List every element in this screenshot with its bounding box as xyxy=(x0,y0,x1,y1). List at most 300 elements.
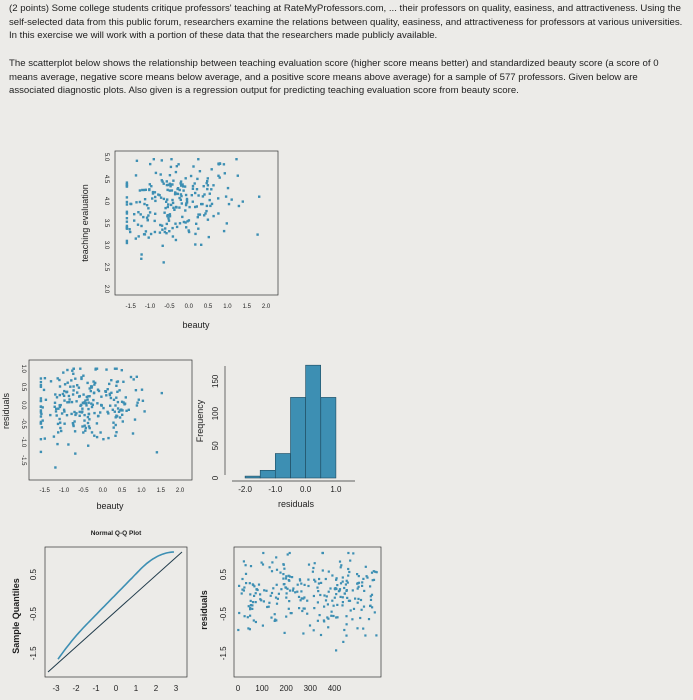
data-point xyxy=(53,435,55,437)
data-point xyxy=(107,437,109,439)
x-tick-label: 300 xyxy=(303,684,317,693)
data-point xyxy=(178,197,180,199)
data-point xyxy=(114,404,116,406)
data-point xyxy=(179,222,181,224)
data-point xyxy=(317,620,319,622)
data-point xyxy=(97,415,99,417)
data-point xyxy=(238,612,240,614)
data-point xyxy=(85,427,87,429)
data-point xyxy=(50,380,52,382)
y-tick-labels xyxy=(211,374,220,480)
y-tick-label: 3.0 xyxy=(103,240,109,250)
data-point xyxy=(188,229,190,231)
data-point xyxy=(298,607,300,609)
data-point xyxy=(129,231,131,233)
data-point xyxy=(288,575,290,577)
data-point xyxy=(325,578,327,580)
data-point xyxy=(93,412,95,414)
x-tick-labels xyxy=(238,485,342,494)
data-point xyxy=(197,213,199,215)
data-point xyxy=(343,629,345,631)
data-point xyxy=(81,425,83,427)
data-point xyxy=(345,583,347,585)
data-point xyxy=(44,437,46,439)
data-point xyxy=(260,599,262,601)
y-tick-labels xyxy=(219,568,228,660)
histogram-bar xyxy=(260,470,275,478)
data-point xyxy=(272,587,274,589)
data-point xyxy=(303,607,305,609)
data-point xyxy=(334,588,336,590)
data-point xyxy=(126,201,128,203)
data-point xyxy=(57,431,59,433)
data-point xyxy=(319,614,321,616)
x-tick-label: -1.0 xyxy=(144,304,156,310)
data-point xyxy=(350,609,352,611)
data-point xyxy=(238,585,240,587)
y-axis-label: residuals xyxy=(1,392,11,430)
data-point xyxy=(370,599,372,601)
data-point xyxy=(160,173,162,175)
data-point xyxy=(40,451,42,453)
data-point xyxy=(308,564,310,566)
qq-plot xyxy=(11,530,187,693)
data-point xyxy=(144,198,146,200)
data-point xyxy=(117,407,119,409)
data-point xyxy=(323,620,325,622)
data-point xyxy=(327,626,329,628)
data-point xyxy=(169,215,171,217)
data-point xyxy=(325,599,327,601)
data-point xyxy=(84,399,86,401)
data-point xyxy=(201,203,203,205)
data-point xyxy=(323,594,325,596)
data-point xyxy=(74,430,76,432)
data-point xyxy=(345,635,347,637)
x-tick-label: 1.5 xyxy=(156,488,165,494)
data-point xyxy=(83,402,85,404)
data-point xyxy=(332,615,334,617)
data-point xyxy=(76,391,78,393)
qq-reference-line xyxy=(48,552,182,672)
data-point xyxy=(66,391,68,393)
data-point xyxy=(176,226,178,228)
y-tick-label: 4.5 xyxy=(103,174,109,184)
data-point xyxy=(57,377,59,379)
data-point xyxy=(153,158,155,160)
data-point xyxy=(212,215,214,217)
data-point xyxy=(331,574,333,576)
data-point xyxy=(277,598,279,600)
data-point xyxy=(130,376,132,378)
data-point xyxy=(163,212,165,214)
data-point xyxy=(105,394,107,396)
data-point xyxy=(166,184,168,186)
data-point xyxy=(330,615,332,617)
data-point xyxy=(290,612,292,614)
data-point xyxy=(149,163,151,165)
data-point xyxy=(197,158,199,160)
data-point xyxy=(126,240,128,242)
data-point xyxy=(143,189,145,191)
data-point xyxy=(70,379,72,381)
data-point xyxy=(188,206,190,208)
data-point xyxy=(356,583,358,585)
data-point xyxy=(166,189,168,191)
data-point xyxy=(90,402,92,404)
data-point xyxy=(60,430,62,432)
data-point xyxy=(252,601,254,603)
data-point xyxy=(243,560,245,562)
data-point xyxy=(238,205,240,207)
histogram-bar xyxy=(245,476,260,478)
data-point xyxy=(116,415,118,417)
data-point xyxy=(349,560,351,562)
data-point xyxy=(313,629,315,631)
data-point xyxy=(169,189,171,191)
data-point xyxy=(86,398,88,400)
data-point xyxy=(40,384,42,386)
histogram-bars xyxy=(245,365,336,478)
data-point xyxy=(40,377,42,379)
data-point xyxy=(56,396,58,398)
data-point xyxy=(314,580,316,582)
data-point xyxy=(116,391,118,393)
y-tick-label: 0.5 xyxy=(20,382,26,392)
data-point xyxy=(357,602,359,604)
data-point xyxy=(200,244,202,246)
data-point xyxy=(93,435,95,437)
data-point xyxy=(113,399,115,401)
data-point xyxy=(172,207,174,209)
data-point xyxy=(366,575,368,577)
data-point xyxy=(363,606,365,608)
data-point xyxy=(313,607,315,609)
data-point xyxy=(307,579,309,581)
data-point xyxy=(268,606,270,608)
data-point xyxy=(87,395,89,397)
qq-sample-curve xyxy=(58,552,174,659)
data-point xyxy=(68,401,70,403)
y-tick-label: -1.5 xyxy=(219,646,228,661)
data-point xyxy=(256,233,258,235)
y-tick-label: 3.5 xyxy=(103,218,109,228)
x-tick-label: -2 xyxy=(72,684,80,693)
data-point xyxy=(90,385,92,387)
x-tick-labels xyxy=(40,488,185,494)
data-point xyxy=(83,414,85,416)
data-point xyxy=(262,552,264,554)
y-tick-label: -0.5 xyxy=(29,607,38,621)
data-point xyxy=(320,582,322,584)
data-point xyxy=(351,618,353,620)
data-point xyxy=(84,425,86,427)
data-point xyxy=(59,422,61,424)
data-point xyxy=(185,194,187,196)
data-point xyxy=(139,201,141,203)
data-point xyxy=(86,382,88,384)
data-point xyxy=(170,166,172,168)
data-point xyxy=(41,426,43,428)
data-point xyxy=(64,383,66,385)
data-point xyxy=(360,599,362,601)
data-point xyxy=(71,401,73,403)
data-point xyxy=(251,604,253,606)
data-point xyxy=(306,600,308,602)
data-point xyxy=(335,649,337,651)
data-point xyxy=(197,194,199,196)
data-point xyxy=(339,588,341,590)
data-point xyxy=(280,588,282,590)
data-point xyxy=(373,570,375,572)
data-point xyxy=(329,587,331,589)
data-point xyxy=(271,561,273,563)
question-intro: (2 points) Some college students critique professors' teaching at RateMyProfessors.com, ... their professors on quality, easiness, and attractiveness. Using the self-selected data from this public forum, researchers examine the relations between quality, easiness, and attractiveness for professors at various universities. In this exercise we will work with a portion of these data that the researchers made publicly available. xyxy=(9,3,683,41)
y-tick-labels xyxy=(103,153,109,294)
data-point xyxy=(253,585,255,587)
data-point xyxy=(54,402,56,404)
data-point xyxy=(302,632,304,634)
data-point xyxy=(223,230,225,232)
data-point xyxy=(194,192,196,194)
data-point xyxy=(143,410,145,412)
data-point xyxy=(175,171,177,173)
data-point xyxy=(136,160,138,162)
data-point xyxy=(154,196,156,198)
data-point xyxy=(105,368,107,370)
data-point xyxy=(358,586,360,588)
data-point xyxy=(172,202,174,204)
data-point xyxy=(369,585,371,587)
data-point xyxy=(323,606,325,608)
data-point xyxy=(356,627,358,629)
y-axis-label: Frequency xyxy=(195,399,205,443)
data-point xyxy=(87,445,89,447)
data-point xyxy=(174,223,176,225)
data-point xyxy=(140,258,142,260)
data-point xyxy=(199,170,201,172)
data-point xyxy=(43,389,45,391)
data-point xyxy=(126,203,128,205)
data-point xyxy=(59,385,61,387)
data-point xyxy=(243,586,245,588)
y-tick-label: 4.0 xyxy=(103,196,109,206)
data-point xyxy=(209,193,211,195)
data-point xyxy=(255,592,257,594)
data-point xyxy=(196,178,198,180)
data-point xyxy=(63,410,65,412)
data-point xyxy=(361,585,363,587)
data-point xyxy=(282,578,284,580)
y-tick-label: 150 xyxy=(211,374,220,388)
data-point xyxy=(126,196,128,198)
data-point xyxy=(271,570,273,572)
data-point xyxy=(262,625,264,627)
data-point xyxy=(299,578,301,580)
data-point xyxy=(83,419,85,421)
data-point xyxy=(75,412,77,414)
data-point xyxy=(348,571,350,573)
data-point xyxy=(135,174,137,176)
data-point xyxy=(74,452,76,454)
data-point xyxy=(341,604,343,606)
data-point xyxy=(269,566,271,568)
data-point xyxy=(62,371,64,373)
data-point xyxy=(250,600,252,602)
data-point xyxy=(265,590,267,592)
data-point xyxy=(301,610,303,612)
data-point xyxy=(374,611,376,613)
data-points xyxy=(237,552,378,652)
data-point xyxy=(110,397,112,399)
data-point xyxy=(207,177,209,179)
data-point xyxy=(243,589,245,591)
data-point xyxy=(162,245,164,247)
data-point xyxy=(177,193,179,195)
data-point xyxy=(137,224,139,226)
data-point xyxy=(259,593,261,595)
data-point xyxy=(225,195,227,197)
data-point xyxy=(107,388,109,390)
data-point xyxy=(135,237,137,239)
data-point xyxy=(126,221,128,223)
x-tick-label: 100 xyxy=(255,684,269,693)
x-tick-label: 0 xyxy=(235,684,241,693)
data-point xyxy=(115,385,117,387)
data-point xyxy=(285,577,287,579)
data-point xyxy=(167,214,169,216)
data-point xyxy=(185,204,187,206)
data-point xyxy=(121,414,123,416)
data-point xyxy=(361,581,363,583)
data-point xyxy=(114,435,116,437)
qq-plot-title: Normal Q-Q Plot xyxy=(90,530,142,537)
data-point xyxy=(249,615,251,617)
y-axis-label: Sample Quantiles xyxy=(11,578,21,654)
x-tick-label: -1.0 xyxy=(268,485,283,494)
data-point xyxy=(346,580,348,582)
data-point xyxy=(112,422,114,424)
data-point xyxy=(99,411,101,413)
data-point xyxy=(312,571,314,573)
data-point xyxy=(255,601,257,603)
data-point xyxy=(109,393,111,395)
data-point xyxy=(161,392,163,394)
data-point xyxy=(63,399,65,401)
data-point xyxy=(194,243,196,245)
data-point xyxy=(288,579,290,581)
data-point xyxy=(357,598,359,600)
data-point xyxy=(286,592,288,594)
data-point xyxy=(75,400,77,402)
data-point xyxy=(40,400,42,402)
x-tick-label: 0.0 xyxy=(184,304,193,310)
data-point xyxy=(358,575,360,577)
data-point xyxy=(245,564,247,566)
data-point xyxy=(211,203,213,205)
histogram-bar xyxy=(291,397,306,478)
data-point xyxy=(179,182,181,184)
data-point xyxy=(206,182,208,184)
x-tick-label: 3 xyxy=(173,684,179,693)
histogram-bar xyxy=(321,397,336,478)
data-point xyxy=(49,414,51,416)
data-point xyxy=(340,596,342,598)
data-point xyxy=(217,163,219,165)
data-point xyxy=(209,199,211,201)
data-point xyxy=(68,398,70,400)
data-point xyxy=(170,158,172,160)
data-point xyxy=(181,216,183,218)
data-point xyxy=(40,438,42,440)
y-tick-label: 100 xyxy=(211,406,220,421)
data-point xyxy=(146,204,148,206)
data-point xyxy=(207,219,209,221)
data-point xyxy=(347,568,349,570)
x-axis-label: residuals xyxy=(277,499,315,509)
question-description: The scatterplot below shows the relationship between teaching evaluation score (higher score means better) and standardized beauty score (a score of 0 means average, negative score means below average, and a positive score means above average) for a sample of 577 professors. Given below are associated diagnostic plots. Also given is a regression output for predicting teaching evaluation score from beauty score. xyxy=(9,58,659,96)
data-point xyxy=(339,561,341,563)
data-point xyxy=(292,590,294,592)
y-tick-labels xyxy=(20,365,26,467)
scatter-residuals-vs-order xyxy=(199,547,381,693)
data-point xyxy=(317,601,319,603)
data-point xyxy=(168,220,170,222)
data-point xyxy=(278,593,280,595)
data-point xyxy=(74,378,76,380)
data-point xyxy=(205,210,207,212)
data-point xyxy=(292,587,294,589)
data-point xyxy=(352,552,354,554)
x-axis-label: beauty xyxy=(182,320,210,330)
data-point xyxy=(326,595,328,597)
data-point xyxy=(115,424,117,426)
y-tick-label: -0.5 xyxy=(219,607,228,621)
data-point xyxy=(282,573,284,575)
data-point xyxy=(185,226,187,228)
x-tick-label: 1.0 xyxy=(223,304,232,310)
data-point xyxy=(283,583,285,585)
data-point xyxy=(194,233,196,235)
data-point xyxy=(207,184,209,186)
data-point xyxy=(40,406,42,408)
data-point xyxy=(342,641,344,643)
data-point xyxy=(55,410,57,412)
data-point xyxy=(314,562,316,564)
data-point xyxy=(275,556,277,558)
histogram-residuals xyxy=(195,365,355,509)
data-point xyxy=(54,393,56,395)
data-point xyxy=(126,183,128,185)
data-point xyxy=(217,212,219,214)
data-point xyxy=(242,200,244,202)
data-point xyxy=(40,409,42,411)
data-point xyxy=(192,188,194,190)
x-tick-label: 1.5 xyxy=(242,304,251,310)
data-point xyxy=(134,418,136,420)
plot-frame xyxy=(234,547,381,677)
data-point xyxy=(144,233,146,235)
data-point xyxy=(317,590,319,592)
data-point xyxy=(40,397,42,399)
data-point xyxy=(59,427,61,429)
data-point xyxy=(166,180,168,182)
data-point xyxy=(328,591,330,593)
data-point xyxy=(135,201,137,203)
data-point xyxy=(87,408,89,410)
data-point xyxy=(172,180,174,182)
data-point xyxy=(309,624,311,626)
